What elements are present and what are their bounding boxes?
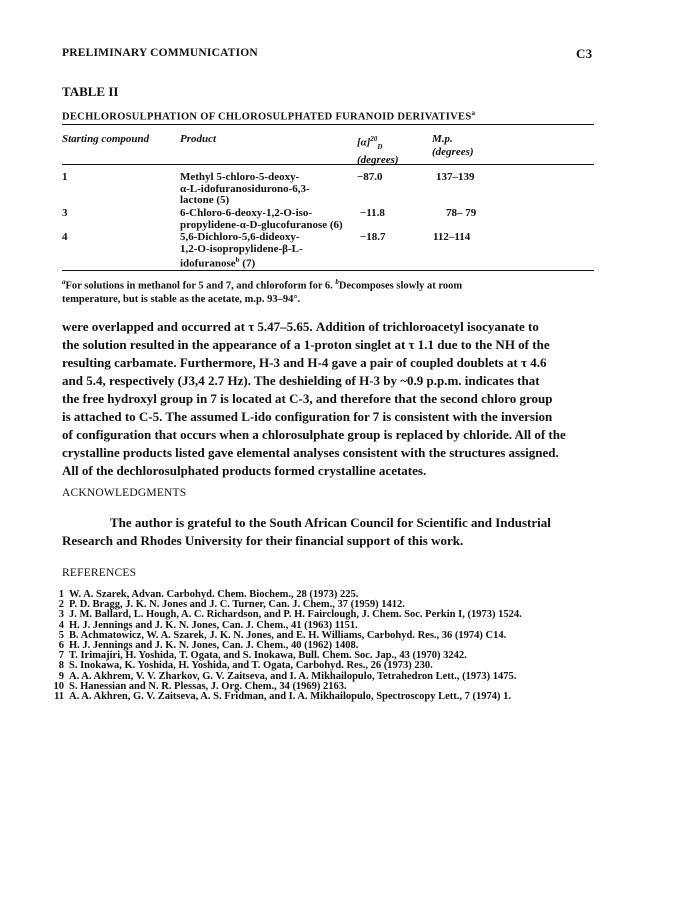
reference-text: P. D. Bragg, J. K. N. Jones and J. C. Turner, Can. J. Chem., 37 (1959) 1412. [69, 599, 405, 611]
col-header-start: Starting compound [62, 133, 150, 145]
body-line: resulting carbamate. Furthermore, H-3 and H-4 gave a pair of coupled doublets at τ 4.6 [62, 355, 547, 370]
body-line: were overlapped and occurred at τ 5.47–5.65. Addition of trichloroacetyl isocyanate to [62, 319, 539, 334]
reference-text: J. M. Ballard, L. Hough, A. C. Richardson, and P. H. Fairclough, J. Chem. Soc. Perkin I, (1973) 1524. [69, 609, 522, 621]
reference-number: 10 [53, 680, 64, 692]
body-line: and 5.4, respectively (J3,4 2.7 Hz). The deshielding of H-3 by ~0.9 p.p.m. indicates that [62, 373, 540, 388]
acknowledgments-heading: ACKNOWLEDGMENTS [62, 487, 187, 499]
table-top-rule [62, 124, 594, 125]
table-caption-mark: a [471, 109, 476, 117]
table-caption [62, 109, 475, 123]
reference-number: 11 [54, 691, 64, 703]
rotation-unit: (degrees) [357, 153, 399, 166]
table-row-2-start: 3 [62, 207, 68, 219]
footnote-b-mark: b [335, 278, 339, 286]
mp-unit: (degrees) [432, 146, 474, 158]
product-line: idofuranose [180, 257, 236, 270]
running-header: PRELIMINARY COMMUNICATION [62, 47, 258, 59]
body-line: All of the dechlorosulphated products formed crystalline acetates. [62, 463, 427, 478]
reference-number: 5 [58, 629, 64, 641]
table-header-rule [62, 164, 594, 165]
product-compound-number: (7) [239, 257, 256, 270]
reference-number: 2 [58, 599, 64, 611]
footnote-b-text: Decomposes slowly at room [338, 280, 463, 292]
reference-number: 9 [58, 670, 64, 682]
rotation-temp: 20 [370, 135, 378, 143]
product-line: lactone (5) [180, 194, 230, 206]
reference-item [52, 692, 522, 702]
reference-text: S. Inokawa, K. Yoshida, H. Yoshida, and T. Ogata, Carbohyd. Res., 26 (1973) 230. [69, 660, 433, 672]
references-heading: REFERENCES [62, 567, 137, 579]
table-row-1-rotation: −87.0 [357, 171, 383, 183]
page-number: C3 [576, 46, 593, 61]
reference-number: 8 [58, 660, 64, 672]
acknowledgments-line: Research and Rhodes University for their financial support of this work. [62, 533, 464, 548]
acknowledgments-text [62, 514, 618, 550]
footnote-line-2: temperature, but is stable as the acetate, m.p. 93–94°. [62, 293, 301, 305]
reference-text: S. Hanessian and N. R. Plessas, J. Org. Chem., 34 (1969) 2163. [69, 680, 347, 692]
col-header-product: Product [180, 133, 217, 145]
product-line: propylidene-α-D-glucofuranose (6) [180, 218, 343, 231]
table-row-2-rotation: −11.8 [360, 207, 385, 219]
body-line: the free hydroxyl group in 7 is located at C-3, and therefore that the second chloro group [62, 391, 553, 406]
table-row-3-mp: 112–114 [433, 231, 471, 243]
reference-text: A. A. Akhren, G. V. Zaitseva, A. S. Fridman, and I. A. Mikhailopulo, Spectroscopy Lett., 7 (1974) 1. [69, 691, 512, 703]
body-line: of configuration that occurs when a chlorosulphate group is replaced by chloride. All of the [62, 427, 566, 442]
col-header-rotation [357, 133, 399, 167]
body-line: the solution resulted in the appearance of a 1-proton singlet at τ 1.1 due to the NH of the [62, 337, 550, 352]
rotation-line: D [377, 142, 383, 151]
body-line: crystalline products listed gave elemental analyses consistent with the structures assigned. [62, 445, 559, 460]
body-line: is attached to C-5. The assumed L-ido configuration for 7 is consistent with the inversion [62, 409, 553, 424]
mp-label: M.p. [432, 133, 453, 145]
reference-number: 1 [58, 589, 64, 600]
reference-number: 3 [58, 609, 64, 621]
references-list [52, 590, 522, 702]
table-row-1-start: 1 [62, 171, 68, 183]
product-footnote-mark: b [235, 256, 240, 264]
reference-text: H. J. Jennings and J. K. N. Jones, Can. J. Chem., 41 (1963) 1151. [69, 619, 358, 631]
product-line: α-L-idofuranosidurono-6,3- [180, 182, 310, 195]
table-row-3-rotation: −18.7 [360, 231, 386, 243]
reference-text: B. Achmatowicz, W. A. Szarek, J. K. N. Jones, and E. H. Williams, Carbohyd. Res., 36 (1974) C14. [69, 629, 507, 641]
table-row-2-mp: 78– 79 [446, 207, 477, 219]
product-line: 1,2-O-isopropylidene-β-L- [180, 242, 303, 255]
table-title: TABLE II [62, 84, 119, 99]
reference-number: 4 [58, 619, 64, 631]
table-bottom-rule [62, 270, 594, 271]
product-line: Methyl 5-chloro-5-deoxy- [180, 171, 300, 183]
table-row-3-start: 4 [62, 231, 68, 243]
table-row-1-product [180, 172, 310, 207]
table-caption-text: DECHLOROSULPHATION OF CHLOROSULPHATED FURANOID DERIVATIVES [62, 111, 472, 123]
reference-text: A. A. Akhrem, V. V. Zharkov, G. V. Zaitseva, and I. A. Mikhailopulo, Tetrahedron Lett., (1973) 1475. [69, 670, 517, 682]
table-row-2-product [180, 208, 343, 231]
table-footnotes [62, 276, 602, 306]
product-line: 6-Chloro-6-deoxy-1,2-O-iso- [180, 207, 313, 219]
product-line: 5,6-Dichloro-5,6-dideoxy- [180, 231, 300, 243]
body-paragraph [62, 318, 618, 480]
rotation-symbol: [α] [357, 136, 371, 149]
reference-text: T. Irimajiri, H. Yoshida, T. Ogata, and S. Inokawa, Bull. Chem. Soc. Jap., 43 (1970) 3242. [69, 650, 467, 662]
reference-number: 6 [58, 640, 64, 652]
reference-text: H. J. Jennings and J. K. N. Jones, Can. J. Chem., 40 (1962) 1408. [69, 640, 359, 652]
col-header-mp [432, 133, 474, 159]
reference-number: 7 [58, 650, 64, 662]
acknowledgments-line: The author is grateful to the South African Council for Scientific and Industrial [110, 515, 551, 530]
table-row-3-product [180, 232, 303, 270]
table-row-1-mp: 137–139 [436, 171, 475, 183]
footnote-a-mark: a [62, 278, 66, 286]
reference-text: W. A. Szarek, Advan. Carbohyd. Chem. Biochem., 28 (1973) 225. [69, 589, 359, 600]
footnote-a-text: For solutions in methanol for 5 and 7, and chloroform for 6. [65, 280, 333, 292]
